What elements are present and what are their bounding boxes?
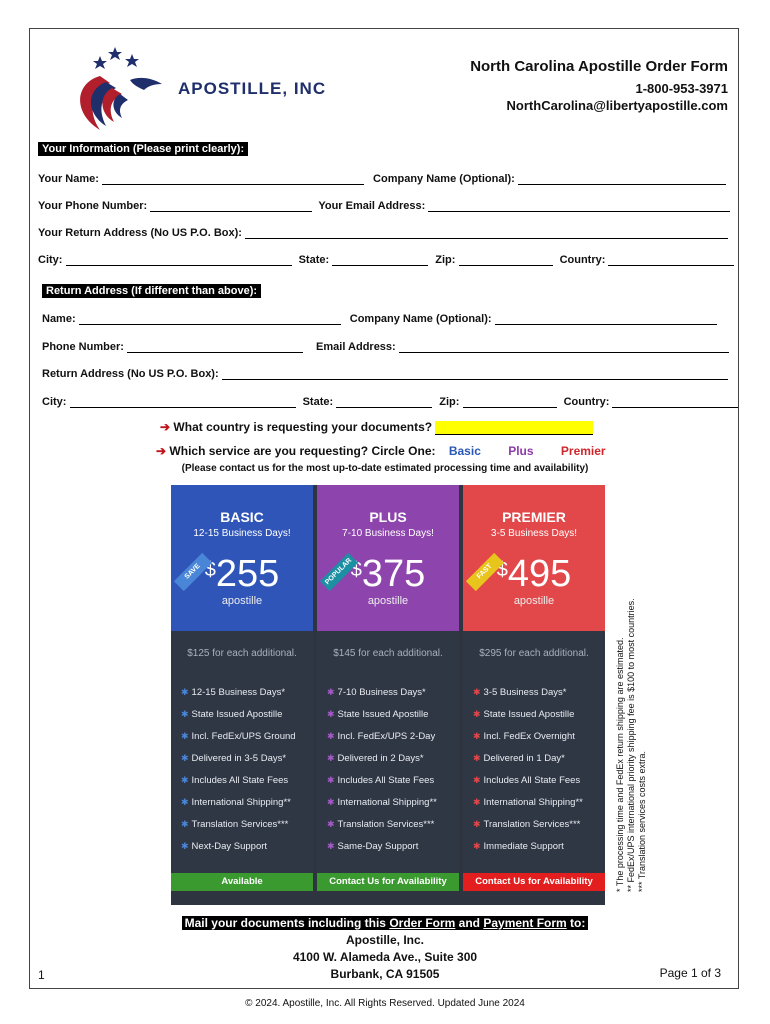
feature-text: Translation Services*** <box>337 819 435 830</box>
star-icon: ✱ <box>327 775 335 785</box>
plan-unit: apostille <box>513 595 555 607</box>
feature-item <box>473 797 583 808</box>
feature-item <box>327 841 418 852</box>
return-email-label: Email Address: <box>316 341 396 353</box>
your-company-label: Company Name (Optional): <box>373 173 515 185</box>
feature-item <box>181 687 285 698</box>
feature-item <box>473 687 566 698</box>
star-icon: ✱ <box>181 731 189 741</box>
return-address-label: Return Address (If different than above): <box>42 284 261 298</box>
feature-item <box>473 753 565 764</box>
your-city-label: City: <box>38 254 63 266</box>
page-number: 1 <box>38 968 45 982</box>
pricing-features-plus <box>317 631 459 873</box>
pricing-features-basic <box>171 631 313 873</box>
arrow-right-icon: ➔ <box>160 420 171 434</box>
feature-text: Incl. FedEx/UPS 2-Day <box>337 731 436 742</box>
ribbon-badge: SAVE <box>174 553 212 591</box>
feature-text: Translation Services*** <box>483 819 581 830</box>
your-name-row <box>38 173 726 185</box>
header-phone: 1-800-953-3971 <box>635 81 728 96</box>
star-icon: ✱ <box>473 687 481 697</box>
star-icon: ✱ <box>327 753 335 763</box>
dollar-sign: $ <box>350 559 362 581</box>
feature-item <box>473 775 580 786</box>
your-phone-field[interactable] <box>150 201 312 212</box>
your-email-field[interactable] <box>428 201 730 212</box>
your-zip-label: Zip: <box>435 254 456 266</box>
star-icon: ✱ <box>327 841 335 851</box>
plan-unit: apostille <box>221 595 263 607</box>
country-question: What country is requesting your documents? <box>173 420 433 434</box>
mail-street: 4100 W. Alameda Ave., Suite 300 <box>292 950 478 964</box>
plan-days: 12-15 Business Days! <box>193 528 291 539</box>
feature-text: Includes All State Fees <box>191 775 289 786</box>
return-city-field[interactable] <box>70 397 296 408</box>
plan-price-value: 495 <box>507 553 572 595</box>
ribbon-badge: FAST <box>466 553 504 591</box>
form-title: North Carolina Apostille Order Form <box>470 58 728 75</box>
ribbon-badge: POPULAR <box>320 553 358 591</box>
mail-city: Burbank, CA 91505 <box>330 967 440 981</box>
return-address-row <box>42 368 728 380</box>
mail-and: and <box>455 916 484 930</box>
return-street-label: Return Address (No US P.O. Box): <box>42 368 219 380</box>
your-address-row <box>38 227 728 239</box>
eagle-logo-icon <box>70 38 180 138</box>
pricing-column-premier <box>463 485 605 905</box>
your-state-field[interactable] <box>332 255 428 266</box>
plan-availability-button[interactable]: Contact Us for Availability <box>463 873 605 891</box>
feature-item <box>181 841 267 852</box>
mail-prefix: Mail your documents including this <box>184 916 390 930</box>
star-icon: ✱ <box>473 841 481 851</box>
pricing-header-basic <box>171 485 313 631</box>
feature-item <box>327 731 435 742</box>
star-icon: ✱ <box>181 819 189 829</box>
feature-item <box>181 753 286 764</box>
payment-form-link[interactable]: Payment Form <box>483 916 567 930</box>
star-icon: ✱ <box>327 687 335 697</box>
your-phone-label: Your Phone Number: <box>38 200 148 212</box>
plan-additional: $125 for each additional. <box>187 648 297 659</box>
mail-instructions <box>0 916 770 930</box>
your-name-field[interactable] <box>102 174 364 185</box>
footnote-1: * The processing time and FedEx return shipping are estimated. <box>615 637 625 892</box>
feature-item <box>473 709 574 720</box>
footnote-3: *** Translation services costs extra. <box>637 750 647 892</box>
feature-item <box>327 819 434 830</box>
service-premier-option[interactable]: Premier <box>560 444 606 458</box>
your-address-label: Your Return Address (No US P.O. Box): <box>38 227 242 239</box>
your-zip-field[interactable] <box>459 255 553 266</box>
feature-item <box>327 687 426 698</box>
star-icon: ✱ <box>473 753 481 763</box>
return-zip-field[interactable] <box>463 397 557 408</box>
feature-item <box>181 709 282 720</box>
feature-item <box>327 775 434 786</box>
feature-text: Delivered in 2 Days* <box>337 753 424 764</box>
pricing-features-premier <box>463 631 605 873</box>
your-phone-row <box>38 200 730 212</box>
return-address-field[interactable] <box>222 369 728 380</box>
return-phone-row <box>42 341 729 353</box>
mail-company: Apostille, Inc. <box>345 933 424 947</box>
feature-text: State Issued Apostille <box>191 709 283 720</box>
logo-text: APOSTILLE, INC <box>178 79 327 98</box>
return-name-row <box>42 313 717 325</box>
feature-item <box>327 753 424 764</box>
pricing-column-plus <box>317 485 459 905</box>
return-phone-field[interactable] <box>127 342 303 353</box>
your-address-field[interactable] <box>245 228 728 239</box>
star-icon: ✱ <box>181 753 189 763</box>
feature-text: Incl. FedEx/UPS Ground <box>191 731 296 742</box>
feature-text: International Shipping** <box>483 797 583 808</box>
return-name-label: Name: <box>42 313 76 325</box>
return-country-label: Country: <box>563 396 610 408</box>
feature-item <box>327 797 437 808</box>
plan-name: PLUS <box>369 509 407 525</box>
plan-name: BASIC <box>220 509 264 525</box>
your-city-row <box>38 254 734 266</box>
star-icon: ✱ <box>327 709 335 719</box>
star-icon: ✱ <box>473 797 481 807</box>
mail-label <box>182 916 589 930</box>
feature-text: Includes All State Fees <box>337 775 435 786</box>
service-basic-option[interactable]: Basic <box>448 444 481 458</box>
arrow-right-icon: ➔ <box>156 444 167 458</box>
your-company-field[interactable] <box>518 174 726 185</box>
feature-item <box>181 731 296 742</box>
feature-text: International Shipping** <box>191 797 291 808</box>
mail-to: to: <box>566 916 586 930</box>
star-icon: ✱ <box>181 775 189 785</box>
pricing-column-basic <box>171 485 313 905</box>
return-state-field[interactable] <box>336 397 432 408</box>
plan-additional: $295 for each additional. <box>479 648 589 659</box>
your-info-label: Your Information (Please print clearly): <box>38 142 248 156</box>
plan-price-value: 255 <box>215 553 280 595</box>
star-icon: ✱ <box>181 687 189 697</box>
service-question: Which service are you requesting? Circle One: <box>169 444 436 458</box>
country-field[interactable] <box>435 421 593 435</box>
availability-note: (Please contact us for the most up-to-date estimated processing time and availability) <box>181 463 589 474</box>
star-icon: ✱ <box>473 731 481 741</box>
plan-unit: apostille <box>367 595 409 607</box>
star-icon: ✱ <box>473 819 481 829</box>
feature-text: 12-15 Business Days* <box>191 687 286 698</box>
pricing-header-premier <box>463 485 605 631</box>
service-plus-option[interactable]: Plus <box>508 444 534 458</box>
return-email-field[interactable] <box>399 342 729 353</box>
order-form-link[interactable]: Order Form <box>389 916 456 930</box>
return-company-field[interactable] <box>495 314 717 325</box>
feature-item <box>473 841 564 852</box>
footnotes <box>615 598 648 892</box>
feature-text: International Shipping** <box>337 797 437 808</box>
your-name-label: Your Name: <box>38 173 99 185</box>
your-state-label: State: <box>298 254 330 266</box>
page-of-label: Page 1 of 3 <box>659 966 721 980</box>
feature-text: 7-10 Business Days* <box>337 687 426 698</box>
feature-text: Incl. FedEx Overnight <box>483 731 575 742</box>
plan-additional: $145 for each additional. <box>333 648 443 659</box>
feature-text: Includes All State Fees <box>483 775 581 786</box>
feature-text: Same-Day Support <box>337 841 419 852</box>
plan-availability-button[interactable]: Contact Us for Availability <box>317 873 459 891</box>
return-country-field[interactable] <box>612 397 738 408</box>
feature-text: State Issued Apostille <box>483 709 575 720</box>
your-city-field[interactable] <box>66 255 292 266</box>
return-state-label: State: <box>302 396 334 408</box>
feature-text: Next-Day Support <box>191 841 268 852</box>
return-city-row <box>42 396 738 408</box>
return-city-label: City: <box>42 396 67 408</box>
star-icon: ✱ <box>327 797 335 807</box>
pricing-table <box>171 485 605 905</box>
your-country-label: Country: <box>559 254 606 266</box>
star-icon: ✱ <box>473 709 481 719</box>
return-name-field[interactable] <box>79 314 341 325</box>
feature-item <box>473 819 580 830</box>
return-phone-label: Phone Number: <box>42 341 124 353</box>
copyright: © 2024. Apostille, Inc. All Rights Reserved. Updated June 2024 <box>245 998 525 1009</box>
your-country-field[interactable] <box>608 255 734 266</box>
return-zip-label: Zip: <box>439 396 460 408</box>
dollar-sign: $ <box>496 559 508 581</box>
feature-item <box>181 775 288 786</box>
feature-text: State Issued Apostille <box>337 709 429 720</box>
plan-days: 7-10 Business Days! <box>342 528 434 539</box>
footnote-2: ** FedEx/UPS international priority shipping fee is $100 to most countries. <box>626 598 636 892</box>
header-email: NorthCarolina@libertyapostille.com <box>506 98 728 113</box>
country-question-row <box>160 420 593 435</box>
dollar-sign: $ <box>204 559 216 581</box>
plan-days: 3-5 Business Days! <box>490 528 578 539</box>
star-icon: ✱ <box>473 775 481 785</box>
star-icon: ✱ <box>181 797 189 807</box>
plan-name: PREMIER <box>502 509 566 525</box>
feature-text: 3-5 Business Days* <box>483 687 567 698</box>
return-company-label: Company Name (Optional): <box>349 313 492 325</box>
feature-item <box>181 797 291 808</box>
feature-text: Delivered in 3-5 Days* <box>191 753 287 764</box>
feature-text: Immediate Support <box>483 841 564 852</box>
star-icon: ✱ <box>327 819 335 829</box>
feature-item <box>181 819 288 830</box>
star-icon: ✱ <box>181 841 189 851</box>
feature-text: Translation Services*** <box>191 819 289 830</box>
plan-availability-button[interactable]: Available <box>171 873 313 891</box>
your-email-label: Your Email Address: <box>318 200 426 212</box>
plan-price-value: 375 <box>361 553 426 595</box>
star-icon: ✱ <box>181 709 189 719</box>
feature-item <box>473 731 575 742</box>
pricing-header-plus <box>317 485 459 631</box>
feature-text: Delivered in 1 Day* <box>483 753 565 764</box>
star-icon: ✱ <box>327 731 335 741</box>
feature-item <box>327 709 428 720</box>
service-question-row <box>156 444 606 458</box>
